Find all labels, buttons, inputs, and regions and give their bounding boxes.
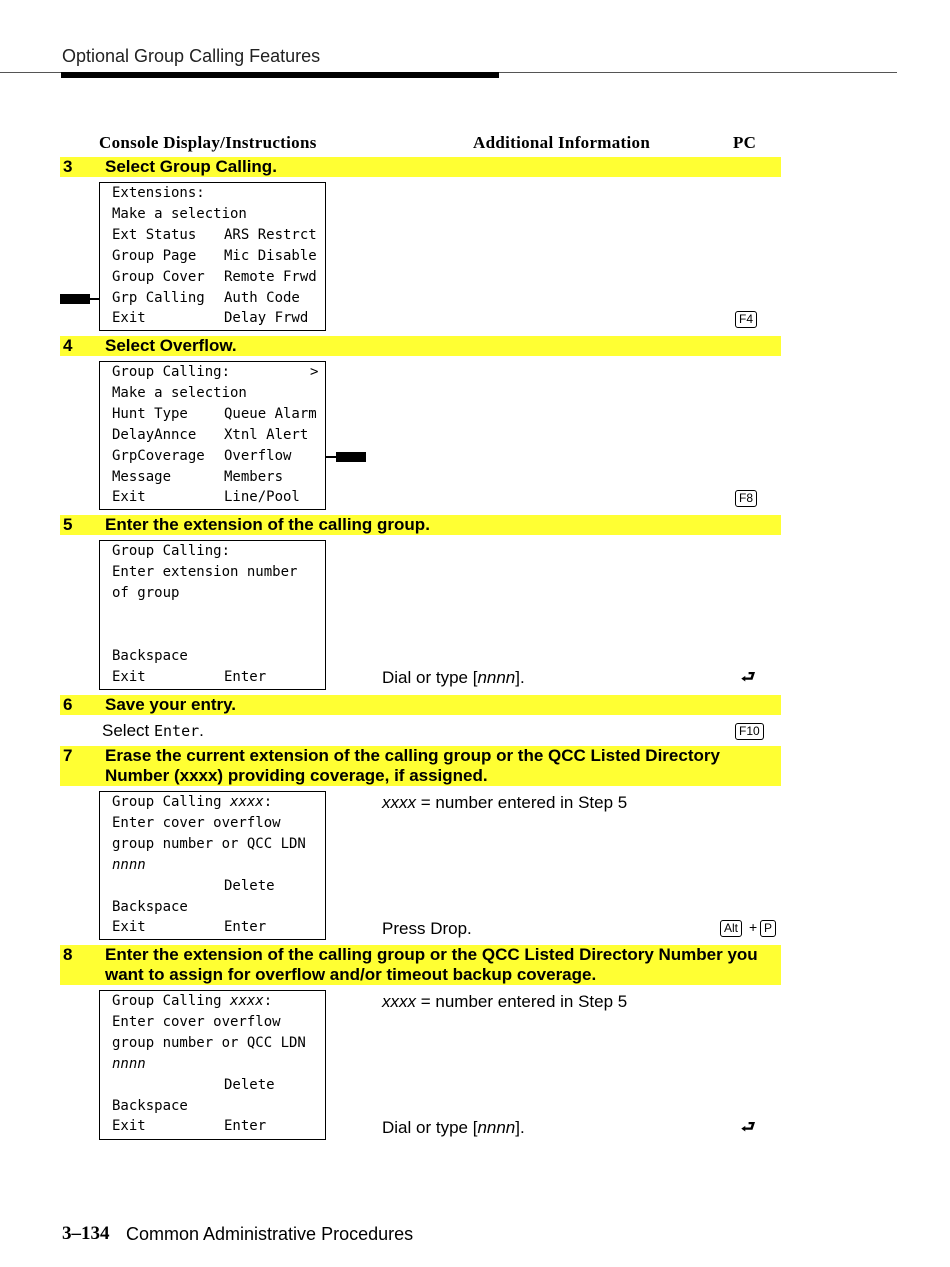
- text: ].: [515, 1118, 525, 1137]
- text: ].: [515, 668, 525, 687]
- step-title-line-2: Number (xxxx) providing coverage, if assigned.: [105, 766, 488, 785]
- display-title: [112, 794, 272, 810]
- menu-option-overflow[interactable]: Overflow: [224, 448, 292, 464]
- step-number: 8: [63, 945, 73, 964]
- text: Dial or type [: [382, 668, 478, 687]
- input-value[interactable]: nnnn: [112, 1056, 146, 1072]
- running-header: Optional Group Calling Features: [62, 46, 321, 66]
- menu-option[interactable]: Members: [224, 469, 284, 485]
- alt-key-icon: Alt: [720, 920, 742, 937]
- xxxx-note: [382, 992, 627, 1012]
- step-title-line-1: Enter the extension of the calling group or the QCC Listed Directory Number you: [105, 945, 758, 964]
- menu-option-grp-calling[interactable]: Grp Calling: [112, 290, 205, 306]
- p-key-icon: P: [760, 920, 776, 937]
- text: Group Calling: [112, 993, 231, 1009]
- display-prompt: of group: [112, 585, 180, 601]
- exit-option[interactable]: Exit: [112, 669, 146, 685]
- select-enter-instruction: [102, 721, 204, 741]
- f10-key-icon: F10: [735, 723, 764, 740]
- display-prompt: Enter extension number: [112, 564, 298, 580]
- text: :: [263, 993, 273, 1009]
- selection-marker: [60, 294, 90, 304]
- step-4-banner: [60, 336, 781, 356]
- step-5-banner: [60, 515, 781, 535]
- f4-key-icon: F4: [735, 311, 757, 328]
- display-title: [112, 993, 272, 1009]
- enter-key-label: Enter: [153, 722, 200, 740]
- menu-option[interactable]: ARS Restrct: [224, 227, 317, 243]
- menu-option[interactable]: Delay Frwd: [224, 310, 309, 326]
- exit-option[interactable]: Exit: [112, 919, 146, 935]
- menu-option[interactable]: Line/Pool: [224, 489, 300, 505]
- menu-option-exit[interactable]: Exit: [112, 310, 146, 326]
- column-heading-info: Additional Information: [473, 133, 651, 152]
- variable: nnnn: [477, 1118, 516, 1137]
- step-8-banner: [60, 945, 781, 985]
- display-prompt: Make a selection: [112, 385, 247, 401]
- text: = number entered in Step 5: [416, 793, 628, 812]
- backspace-option[interactable]: Backspace: [112, 1098, 188, 1114]
- more-arrow-icon[interactable]: >: [310, 364, 319, 380]
- dial-instruction: [382, 1118, 525, 1138]
- step-title: Enter the extension of the calling group.: [105, 515, 430, 534]
- exit-option[interactable]: Exit: [112, 1118, 146, 1134]
- variable: nnnn: [477, 668, 516, 687]
- menu-option[interactable]: Mic Disable: [224, 248, 317, 264]
- step-number: 4: [63, 336, 73, 355]
- column-heading-console: Console Display/Instructions: [99, 133, 317, 152]
- menu-option[interactable]: Hunt Type: [112, 406, 188, 422]
- dial-instruction: [382, 668, 525, 688]
- console-display-step-5: [99, 540, 326, 690]
- menu-option[interactable]: DelayAnnce: [112, 427, 197, 443]
- console-display-step-7: [99, 791, 326, 940]
- column-heading-pc: PC: [733, 133, 757, 152]
- step-number: 7: [63, 746, 73, 765]
- menu-option[interactable]: Queue Alarm: [224, 406, 317, 422]
- display-title: Group Calling:: [112, 543, 231, 559]
- step-title: Select Overflow.: [105, 336, 237, 355]
- display-prompt: group number or QCC LDN: [112, 836, 306, 852]
- text: :: [263, 794, 273, 810]
- step-number: 3: [63, 157, 73, 176]
- enter-option[interactable]: Enter: [224, 669, 267, 685]
- step-number: 5: [63, 515, 73, 534]
- step-title-line-1: Erase the current extension of the calling group or the QCC Listed Directory: [105, 746, 720, 765]
- menu-option-exit[interactable]: Exit: [112, 489, 146, 505]
- text: Press: [382, 919, 431, 938]
- variable: xxxx: [382, 992, 416, 1011]
- menu-option[interactable]: Ext Status: [112, 227, 197, 243]
- text: Select: [102, 721, 154, 740]
- step-title-line-2: want to assign for overflow and/or timeout backup coverage.: [105, 965, 597, 984]
- step-7-banner: [60, 746, 781, 786]
- text: Group Calling: [112, 794, 231, 810]
- text: = number entered in Step 5: [416, 992, 628, 1011]
- return-icon: ⮐: [741, 1119, 756, 1136]
- backspace-option[interactable]: Backspace: [112, 899, 188, 915]
- step-3-banner: [60, 157, 781, 177]
- step-title: Select Group Calling.: [105, 157, 277, 176]
- display-prompt: Enter cover overflow: [112, 1014, 281, 1030]
- text: Dial or type [: [382, 1118, 478, 1137]
- display-prompt: Enter cover overflow: [112, 815, 281, 831]
- display-title: Extensions:: [112, 185, 205, 201]
- step-number: 6: [63, 695, 73, 714]
- menu-option[interactable]: Message: [112, 469, 172, 485]
- variable: xxxx: [382, 793, 416, 812]
- menu-option[interactable]: Group Page: [112, 248, 197, 264]
- menu-option[interactable]: Xtnl Alert: [224, 427, 309, 443]
- drop-key-label: Drop: [430, 919, 468, 938]
- backspace-option[interactable]: Backspace: [112, 648, 188, 664]
- header-rule-thick: [61, 72, 499, 78]
- console-display-step-8: [99, 990, 326, 1140]
- selection-marker-line: [90, 298, 99, 300]
- press-drop-instruction: [382, 919, 472, 939]
- text: .: [467, 919, 472, 938]
- return-icon: ⮐: [741, 669, 756, 686]
- variable: xxxx: [230, 993, 264, 1009]
- plus-sign: +: [749, 919, 758, 935]
- display-prompt: group number or QCC LDN: [112, 1035, 306, 1051]
- footer-title: Common Administrative Procedures: [126, 1224, 414, 1244]
- page-number: 3–134: [62, 1223, 110, 1244]
- menu-option[interactable]: Auth Code: [224, 290, 300, 306]
- menu-option[interactable]: Remote Frwd: [224, 269, 317, 285]
- step-6-banner: [60, 695, 781, 715]
- delete-option[interactable]: Delete: [224, 878, 275, 894]
- display-title: Group Calling:: [112, 364, 231, 380]
- step-title: Save your entry.: [105, 695, 237, 714]
- input-value[interactable]: nnnn: [112, 857, 146, 873]
- console-display-step-4: [99, 361, 326, 510]
- delete-option[interactable]: Delete: [224, 1077, 275, 1093]
- selection-marker: [336, 452, 366, 462]
- selection-marker-line: [325, 456, 336, 458]
- console-display-step-3: [99, 182, 326, 331]
- variable: xxxx: [230, 794, 264, 810]
- enter-option[interactable]: Enter: [224, 1118, 267, 1134]
- display-prompt: Make a selection: [112, 206, 247, 222]
- menu-option[interactable]: GrpCoverage: [112, 448, 205, 464]
- enter-option[interactable]: Enter: [224, 919, 267, 935]
- f8-key-icon: F8: [735, 490, 757, 507]
- menu-option[interactable]: Group Cover: [112, 269, 205, 285]
- xxxx-note: [382, 793, 627, 813]
- text: .: [199, 721, 204, 740]
